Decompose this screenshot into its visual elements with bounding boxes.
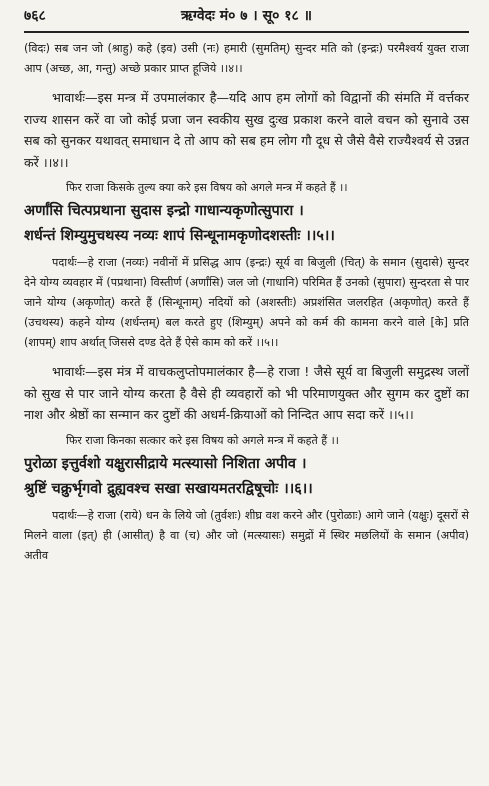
verse-6-line-2: श्रुष्टिं चक्रुर्भृगवो द्रुह्यवश्च सखा सखायमतरद्विषूचोः ।।६।। <box>24 480 313 497</box>
verse-5-line-1: अर्णांसि चित्पप्रथाना सुदास इन्द्रो गाधान्यकृणोत्सुपारा । <box>24 203 304 219</box>
padartha-6: पदार्थः—हे राजा (राये) धन के लिये जो (तुर्वशः) शीघ्र वश करने और (पुरोळाः) आगे जाने (यक्षुः) दूसरों से मिलने वाला (इत्) ही (आसीत्) है वा (च) और जो (मत्स्यासः) समुद्रों में स्थिर मछलियों के समान (अपीव) अतीव <box>24 508 469 562</box>
intro-mantra-5: फिर राजा किसके तुल्य क्या करे इस विषय को अगले मन्त्र में कहते हैं ।। <box>66 181 348 194</box>
bhavartha-5: भावार्थः—इस मंत्र में वाचकलुप्तोपमालंकार है—हे राजा ! जैसे सूर्य वा बिजुली समुद्रस्थ जलों को सुख से पार जाने योग्य करता है वैसे ही व्यवहारों को भी परिमाणयुक्त और सुगम कर दुष्टों का नाश और श्रेष्ठों का सन्मान कर दुष्टों की अधर्म-क्रियाओं को निन्दित आप सदा करें ।।५।। <box>24 364 469 422</box>
bhavartha-4: भावार्थः—इस मन्त्र में उपमालंकार है—यदि आप हम लोगों को विद्वानों की संमति में वर्त्तकर राज्य शासन करें वा जो कोई प्रजा जन स्वकीय सुख दुःख प्रकाश करने वाले वचन को सुनावे उस सब को सुनकर यथावत् समाधान दे तो आप को सब हम लोग गौ दूध से जैसे वैसे राज्यैश्वर्य से उन्नत करें ।।४।। <box>24 90 469 170</box>
meaning-paragraph-4: (विदः) सब जन जो (श्राहु) कहे (इव) उसी (नः) हमारी (सुमतिम्) सुन्दर मति को (इन्द्रः) परमैश्वर्य युक्त राजा आप (अच्छ, आ, गन्तु) अच्छे प्रकार प्राप्त हूजिये ।।४।। <box>24 42 469 75</box>
running-head: ऋग्वेदः मं० ७ । सू० १८ ॥ <box>180 8 313 24</box>
intro-mantra-6: फिर राजा किनका सत्कार करे इस विषय को अगले मन्त्र में कहते हैं ।। <box>66 433 339 447</box>
verse-5-line-2: शर्धन्तं शिम्युमुचथस्य नव्यः शापं सिन्धूनामकृणोदशस्तीः ।।५।। <box>24 228 335 244</box>
padartha-5: पदार्थः—हे राजा (नव्यः) नवीनों में प्रसिद्ध आप (इन्द्रः) सूर्य वा बिजुली (चित्) के समान (सुदासे) सुन्दर देने योग्य व्यवहार में (पप्रथाना) विस्तीर्ण (अर्णांसि) जल जो (गाधानि) परिमित हैं उनको (सुपारा) सुन्दरता से पार जाने योग्य (अकृणोत्) करते हैं (सिन्धूनाम्) नदियों को (अशस्तीः) अप्रशंसित जलरहित (अकृणोत्) करते हैं (उचथस्य) कहने योग्य (शर्धन्तम्) बल करते हुए (शिम्युम्) अपने को कर्म की कामना करने वाले [के] प्रति (शापम्) शाप अर्थात् जिससे दण्ड देते हैं ऐसे काम को करें ।।५।। <box>24 256 469 349</box>
verse-6-line-1: पुरोळा इत्तुर्वशो यक्षुरासीद्राये मत्स्यासो निशिता अपीव । <box>24 455 307 472</box>
page-number: ७६८ <box>24 8 46 24</box>
header-rule <box>24 31 469 33</box>
page-header <box>24 6 469 28</box>
